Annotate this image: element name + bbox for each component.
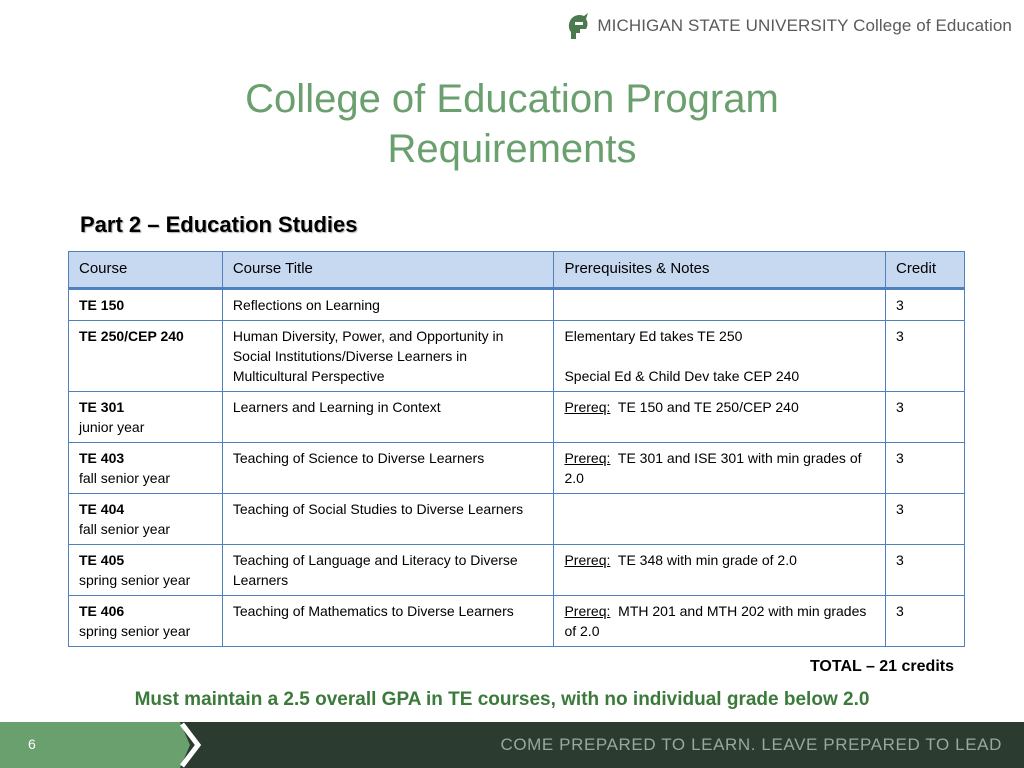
- course-timing: spring senior year: [79, 623, 191, 639]
- prereq-cell: [554, 392, 886, 443]
- brand-college: College of Education: [848, 16, 1012, 35]
- prereq-label: Prereq:: [564, 552, 611, 568]
- course-code: TE 301: [79, 399, 125, 415]
- prereq-text: TE 348 with min grade of 2.0: [617, 552, 797, 568]
- prereq-note: Special Ed & Child Dev take CEP 240: [564, 368, 800, 384]
- prereq-label: Prereq:: [564, 399, 611, 415]
- course-timing: spring senior year: [79, 572, 191, 588]
- prereq-label: Prereq:: [564, 603, 611, 619]
- spartan-helmet-icon: [567, 12, 589, 40]
- prereq-text: MTH 201 and MTH 202 with min grades of 2.0: [564, 603, 867, 639]
- course-code: TE 404: [79, 501, 125, 517]
- table-header-row: [69, 252, 965, 289]
- prereq-cell: [554, 289, 886, 321]
- course-title-cell: Teaching of Language and Literacy to Diverse Learners: [222, 545, 554, 596]
- course-code: TE 250/CEP 240: [79, 328, 184, 344]
- msu-brand-logo: [567, 10, 1012, 42]
- course-title-cell: Teaching of Social Studies to Diverse Learners: [222, 494, 554, 545]
- course-timing: fall senior year: [79, 470, 171, 486]
- course-code: TE 150: [79, 297, 125, 313]
- credit-cell: 3: [886, 494, 965, 545]
- course-title-cell: Learners and Learning in Context: [222, 392, 554, 443]
- course-cell: [69, 494, 223, 545]
- table-row: [69, 321, 965, 392]
- slide-title-line1: College of Education Program: [245, 77, 779, 121]
- credit-cell: 3: [886, 443, 965, 494]
- course-cell: [69, 545, 223, 596]
- header-course-title: Course Title: [222, 252, 554, 289]
- table-row: [69, 494, 965, 545]
- prereq-cell: [554, 321, 886, 392]
- prereq-note: Elementary Ed takes TE 250: [564, 328, 743, 344]
- course-title-cell: Teaching of Mathematics to Diverse Learners: [222, 596, 554, 647]
- course-code: TE 406: [79, 603, 125, 619]
- prereq-text: TE 301 and ISE 301 with min grades of 2.0: [564, 450, 862, 486]
- slide-title: [0, 74, 1024, 174]
- course-title-cell: Reflections on Learning: [222, 289, 554, 321]
- credit-cell: 3: [886, 596, 965, 647]
- course-cell: [69, 321, 223, 392]
- table-row: [69, 545, 965, 596]
- credit-cell: 3: [886, 289, 965, 321]
- page-number: 6: [28, 736, 36, 752]
- credit-cell: 3: [886, 392, 965, 443]
- course-cell: [69, 392, 223, 443]
- course-cell: [69, 443, 223, 494]
- prereq-cell: [554, 545, 886, 596]
- header-credit: Credit: [886, 252, 965, 289]
- course-timing: fall senior year: [79, 521, 171, 537]
- header-course: Course: [69, 252, 223, 289]
- total-credits: TOTAL – 21 credits: [809, 658, 954, 675]
- table-row: [69, 443, 965, 494]
- course-cell: [69, 596, 223, 647]
- footer-bar: [0, 722, 1024, 768]
- prereq-cell: [554, 596, 886, 647]
- course-code: TE 403: [79, 450, 125, 466]
- slide-title-line2: Requirements: [387, 127, 637, 171]
- table-row: [69, 392, 965, 443]
- section-heading: Part 2 – Education Studies: [80, 212, 358, 237]
- course-title-cell: Teaching of Science to Diverse Learners: [222, 443, 554, 494]
- table-row: [69, 596, 965, 647]
- prereq-cell: [554, 494, 886, 545]
- prereq-text: TE 150 and TE 250/CEP 240: [617, 399, 799, 415]
- credit-cell: 3: [886, 545, 965, 596]
- prereq-cell: [554, 443, 886, 494]
- course-code: TE 405: [79, 552, 125, 568]
- brand-university: MICHIGAN STATE UNIVERSITY: [597, 16, 849, 35]
- footer-tagline: COME PREPARED TO LEARN. LEAVE PREPARED TO LEAD: [500, 735, 1002, 754]
- course-timing: junior year: [79, 419, 145, 435]
- prereq-label: Prereq:: [564, 450, 611, 466]
- course-cell: [69, 289, 223, 321]
- table-row: [69, 289, 965, 321]
- course-requirements-table: [68, 251, 965, 647]
- header-prerequisites: Prerequisites & Notes: [554, 252, 886, 289]
- credit-cell: 3: [886, 321, 965, 392]
- course-title-cell: Human Diversity, Power, and Opportunity in Social Institutions/Diverse Learners in Multicultural Perspective: [222, 321, 554, 392]
- chevron-right-icon: [178, 722, 204, 768]
- gpa-requirement-note: Must maintain a 2.5 overall GPA in TE courses, with no individual grade below 2.0: [134, 689, 870, 710]
